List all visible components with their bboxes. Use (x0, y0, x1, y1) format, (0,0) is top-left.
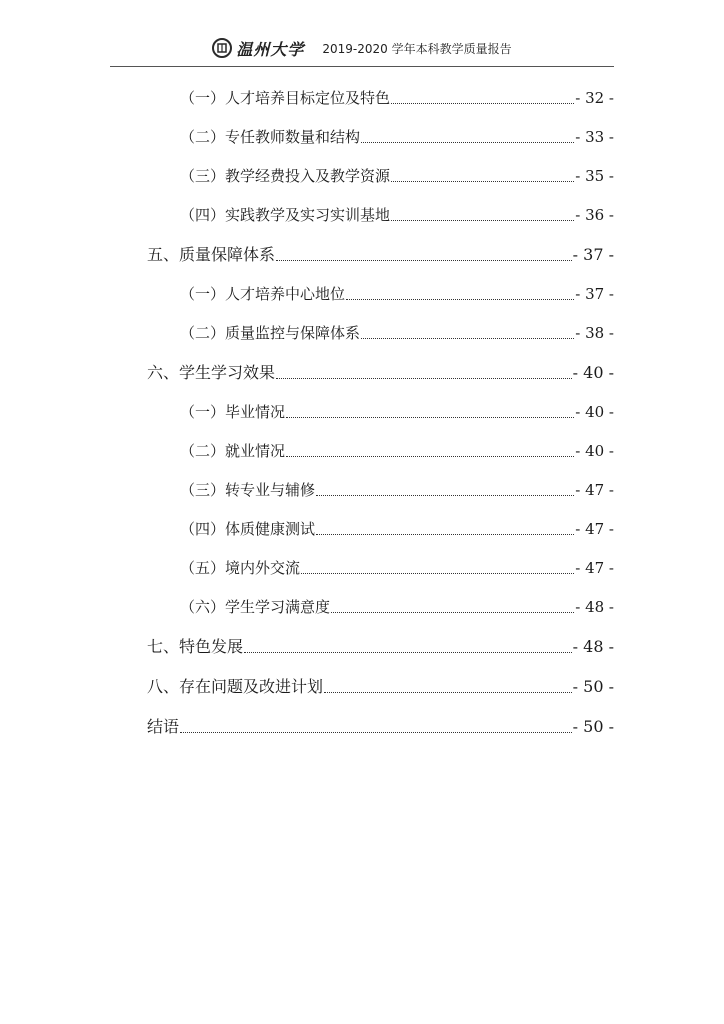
toc-page-number: - 47 - (575, 481, 614, 499)
toc-page-number: - 40 - (575, 442, 614, 460)
toc-leader-dots (244, 652, 572, 653)
toc-page-number: - 37 - (572, 245, 614, 264)
toc-entry-label: （一）人才培养中心地位 (180, 285, 346, 303)
page-header (110, 32, 614, 64)
toc-page-number: - 38 - (575, 324, 614, 342)
toc-page-number: - 33 - (575, 128, 614, 146)
toc-entry[interactable] (180, 162, 614, 186)
toc-leader-dots (180, 732, 572, 733)
toc-leader-dots (346, 299, 574, 300)
toc-entry-label: （二）就业情况 (180, 442, 286, 460)
toc-entry-label: 五、质量保障体系 (147, 245, 276, 264)
toc-leader-dots (286, 456, 574, 457)
toc-entry-label: （六）学生学习满意度 (180, 598, 331, 616)
toc-entry[interactable] (180, 319, 614, 343)
university-logo-text: 温州大学 (236, 39, 305, 59)
university-seal-icon (212, 38, 232, 58)
toc-entry-label: 结语 (147, 717, 180, 736)
toc-page-number: - 50 - (572, 677, 614, 696)
toc-entry[interactable] (180, 437, 614, 461)
toc-leader-dots (301, 573, 574, 574)
toc-entry-label: 六、学生学习效果 (147, 363, 276, 382)
toc-entry-label: （五）境内外交流 (180, 559, 301, 577)
report-title: 2019-2020 学年本科教学质量报告 (322, 41, 512, 56)
toc-page-number: - 40 - (575, 403, 614, 421)
toc-entry[interactable] (147, 713, 614, 737)
toc-leader-dots (276, 260, 572, 261)
toc-leader-dots (361, 142, 574, 143)
toc-leader-dots (361, 338, 574, 339)
toc-page-number: - 37 - (575, 285, 614, 303)
toc-page-number: - 48 - (572, 637, 614, 656)
toc-page-number: - 32 - (575, 89, 614, 107)
toc-entry-label: （三）转专业与辅修 (180, 481, 316, 499)
toc-entry-label: （二）专任教师数量和结构 (180, 128, 361, 146)
toc-page-number: - 36 - (575, 206, 614, 224)
toc-leader-dots (316, 534, 574, 535)
toc-entry[interactable] (180, 593, 614, 617)
toc-leader-dots (276, 378, 572, 379)
toc-entry[interactable] (180, 515, 614, 539)
toc-entry-label: 七、特色发展 (147, 637, 244, 656)
toc-entry-label: （四）实践教学及实习实训基地 (180, 206, 391, 224)
toc-entry[interactable] (147, 359, 614, 383)
toc-entry[interactable] (180, 123, 614, 147)
toc-page-number: - 48 - (575, 598, 614, 616)
toc-entry-label: （四）体质健康测试 (180, 520, 316, 538)
header-divider (110, 66, 614, 67)
toc-leader-dots (286, 417, 574, 418)
toc-entry[interactable] (180, 554, 614, 578)
toc-entry[interactable] (180, 280, 614, 304)
toc-entry[interactable] (180, 201, 614, 225)
toc-leader-dots (391, 103, 574, 104)
toc-page-number: - 47 - (575, 559, 614, 577)
toc-entry[interactable] (180, 398, 614, 422)
toc-entry-label: （三）教学经费投入及教学资源 (180, 167, 391, 185)
toc-leader-dots (316, 495, 574, 496)
toc-entry[interactable] (180, 84, 614, 108)
toc-leader-dots (331, 612, 574, 613)
toc-entry[interactable] (147, 241, 614, 265)
toc-page-number: - 50 - (572, 717, 614, 736)
toc-entry-label: 八、存在问题及改进计划 (147, 677, 324, 696)
toc-leader-dots (324, 692, 572, 693)
toc-entry[interactable] (147, 673, 614, 697)
toc-page-number: - 47 - (575, 520, 614, 538)
toc-leader-dots (391, 220, 574, 221)
toc-entry-label: （一）毕业情况 (180, 403, 286, 421)
toc-page-number: - 40 - (572, 363, 614, 382)
toc-entry[interactable] (180, 476, 614, 500)
toc-entry-label: （一）人才培养目标定位及特色 (180, 89, 391, 107)
toc-entry[interactable] (147, 633, 614, 657)
toc-entry-label: （二）质量监控与保障体系 (180, 324, 361, 342)
toc-page-number: - 35 - (575, 167, 614, 185)
toc-leader-dots (391, 181, 574, 182)
